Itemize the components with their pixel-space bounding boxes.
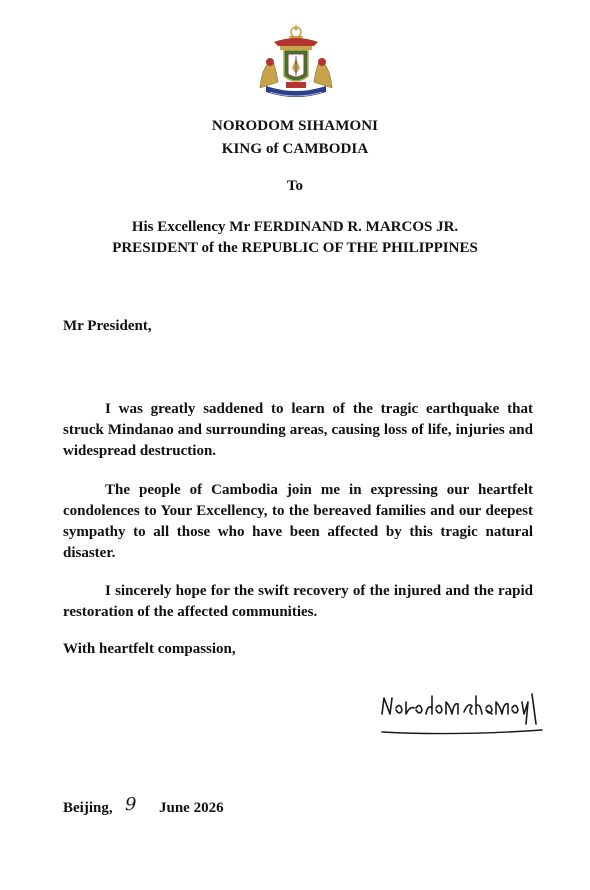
- closing-line: With heartfelt compassion,: [63, 641, 236, 657]
- body-paragraph: I sincerely hope for the swift recovery of the injured and the rapid restoration of the affected communities.: [63, 583, 533, 620]
- salutation: Mr President,: [63, 318, 152, 334]
- handwritten-signature: [376, 684, 548, 742]
- date-day-handwritten: 9: [125, 794, 137, 815]
- date-place: Beijing,: [63, 800, 113, 816]
- sender-title: KING of CAMBODIA: [221, 141, 369, 157]
- royal-coat-of-arms-icon: [256, 22, 336, 104]
- date-month-year: June 2026: [159, 800, 224, 816]
- recipient-name: His Excellency Mr FERDINAND R. MARCOS JR.: [131, 219, 459, 235]
- body-paragraph: I was greatly saddened to learn of the tragic earthquake that struck Mindanao and surrounding areas, causing loss of life, injuries and widespread destruction.: [63, 401, 533, 459]
- recipient-title: PRESIDENT of the REPUBLIC OF THE PHILIPPINES: [112, 240, 478, 256]
- sender-name: NORODOM SIHAMONI: [211, 118, 379, 134]
- to-label: To: [286, 178, 304, 194]
- body-paragraph: The people of Cambodia join me in expressing our heartfelt condolences to Your Excellency, to the bereaved families and our deepest sympathy to all those who have been affected by this tragic natural disaster.: [63, 482, 533, 561]
